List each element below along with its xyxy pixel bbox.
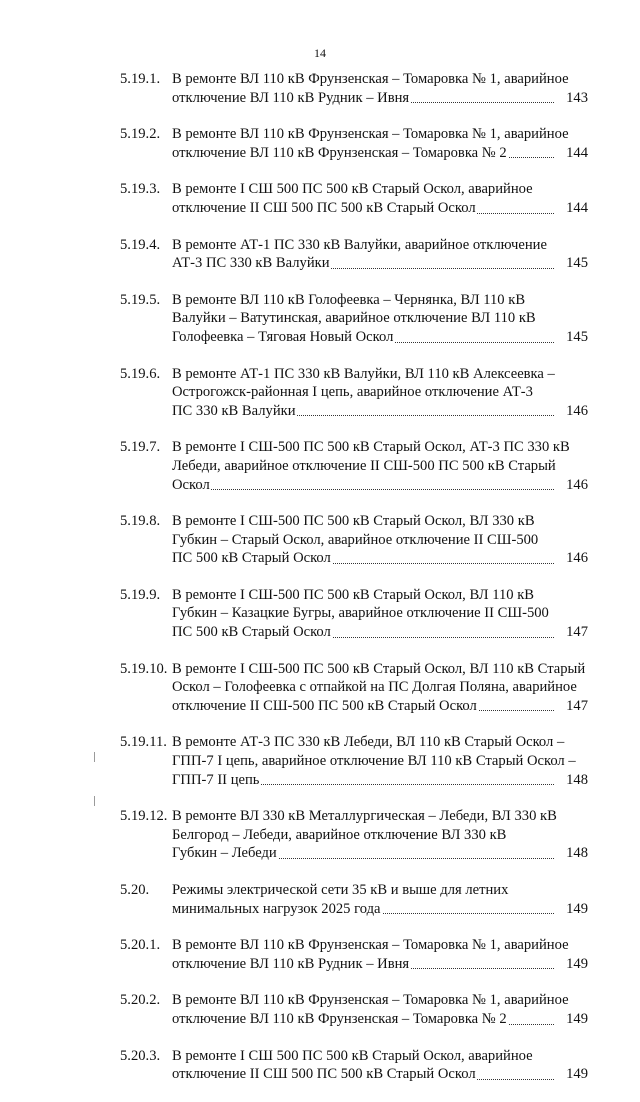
toc-entry-number: 5.20.2. [120,992,161,1009]
toc-entry-number: 5.19.9. [120,586,161,603]
toc-entry-line: отключение II СШ-500 ПС 500 кВ Старый Оскол 147 [172,697,588,714]
toc-entry-page: 147 [566,697,588,714]
toc-entry-line: отключение II СШ 500 ПС 500 кВ Старый Оскол 149 [172,1066,588,1083]
toc-entry-title [172,512,588,568]
toc-entry-title [172,881,588,918]
toc-entry-page: 144 [566,199,588,216]
toc-entry-line: Острогожск-районная I цепь, аварийное отключение АТ-3 [172,384,533,401]
toc-entry-page: 149 [566,1010,588,1027]
toc-entry-line: ПС 330 кВ Валуйки 146 [172,402,588,419]
toc-entry-title [172,991,588,1028]
toc-entry-number: 5.19.11. [120,734,167,751]
toc-entry-line: ПС 500 кВ Старый Оскол 146 [172,550,588,567]
toc-entry-line: ПС 500 кВ Старый Оскол 147 [172,624,588,641]
toc-entry-line: отключение ВЛ 110 кВ Фрунзенская – Томаровка № 2 149 [172,1010,588,1027]
toc-entry[interactable] [0,1047,640,1084]
toc-entry-number: 5.20. [120,882,150,898]
toc-entry-title [172,70,588,107]
toc-entry-page: 148 [566,845,588,862]
toc-entry[interactable] [0,881,640,918]
toc-entry[interactable] [0,512,640,568]
toc-entry[interactable] [0,125,640,162]
toc-entry-number: 5.19.2. [120,126,161,143]
toc-entry-number: 5.19.8. [120,513,161,530]
toc-entry-line: отключение II СШ 500 ПС 500 кВ Старый Оскол 144 [172,199,588,216]
toc-entry-line: В ремонте I СШ-500 ПС 500 кВ Старый Оскол, ВЛ 110 кВ Старый [172,660,586,677]
toc-entry[interactable] [0,180,640,217]
toc-entry-line: Губкин – Старый Оскол, аварийное отключение II СШ-500 [172,531,539,548]
toc-entry[interactable] [0,936,640,973]
toc-entry-page: 149 [566,1066,588,1083]
toc-entry-number: 5.19.1. [120,71,161,87]
toc-entry-line: В ремонте ВЛ 110 кВ Фрунзенская – Томаровка № 1, аварийное [172,937,569,954]
toc-entry-number: 5.20.1. [120,937,161,954]
toc-entry-number: 5.20.3. [120,1047,161,1064]
scan-mark [94,752,95,762]
toc-entry-page: 145 [566,328,588,345]
toc-entry-number: 5.19.6. [120,365,161,382]
toc-entry[interactable] [0,991,640,1028]
toc-entry-page: 147 [566,624,588,641]
page-number: 14 [314,46,326,60]
toc-entry-line: ГПП-7 II цепь 148 [172,771,588,788]
toc-entry-line: Белгород – Лебеди, аварийное отключение ВЛ 330 кВ [172,826,507,843]
toc-entry-title [172,1047,588,1084]
toc-entry-line: Губкин – Казацкие Бугры, аварийное отключение II СШ-500 [172,605,549,622]
toc-entry[interactable] [0,291,640,347]
toc-entry-page: 146 [566,476,588,493]
toc-entry[interactable] [0,807,640,863]
toc-entry-title [172,236,588,273]
toc-entry-line: ГПП-7 I цепь, аварийное отключение ВЛ 110 кВ Старый Оскол – [172,753,576,770]
toc-entry[interactable] [0,236,640,273]
toc-entry-line: Губкин – Лебеди 148 [172,845,588,862]
toc-entry-title [172,291,588,347]
toc-entry-line: Голофеевка – Тяговая Новый Оскол 145 [172,328,588,345]
toc-entry-page: 149 [566,955,588,972]
toc-entry-page: 143 [566,89,588,106]
toc-entry-title [172,807,588,863]
toc-entry-title [172,438,588,494]
toc-entry-line: В ремонте ВЛ 110 кВ Голофеевка – Чернянка, ВЛ 110 кВ [172,291,526,308]
toc-entry[interactable] [0,660,640,716]
toc-entry-title [172,125,588,162]
toc-entry-line: В ремонте АТ-1 ПС 330 кВ Валуйки, аварийное отключение [172,236,547,253]
toc-entry-line: Оскол 146 [172,476,588,493]
toc-entry-title [172,180,588,217]
toc-entry-number: 5.19.3. [120,181,161,198]
toc-entry[interactable] [0,70,640,107]
toc-entry-page: 148 [566,771,588,788]
toc-entry-line: отключение ВЛ 110 кВ Рудник – Ивня 143 [172,89,588,106]
toc-entry[interactable] [0,438,640,494]
toc-entry-line: В ремонте I СШ-500 ПС 500 кВ Старый Оскол, АТ-3 ПС 330 кВ [172,439,570,456]
toc-entry-line: отключение ВЛ 110 кВ Рудник – Ивня 149 [172,955,588,972]
toc-entry-page: 149 [566,900,588,917]
dot-leader [172,489,554,490]
toc-entry[interactable] [0,733,640,789]
toc-entry-title [172,733,588,789]
toc-entry-page: 144 [566,144,588,161]
toc-entry-line: В ремонте ВЛ 110 кВ Фрунзенская – Томаровка № 1, аварийное [172,992,569,1009]
toc-entry-line: отключение ВЛ 110 кВ Фрунзенская – Томаровка № 2 144 [172,144,588,161]
toc-entry-line: В ремонте I СШ 500 ПС 500 кВ Старый Оскол, аварийное [172,181,533,198]
toc-entry-number: 5.19.5. [120,291,161,308]
toc-entry-line: В ремонте I СШ-500 ПС 500 кВ Старый Оскол, ВЛ 330 кВ [172,513,535,530]
toc-entry-page: 145 [566,255,588,272]
toc-entry-title [172,936,588,973]
toc-entry-line: В ремонте I СШ 500 ПС 500 кВ Старый Оскол, аварийное [172,1047,533,1064]
toc-entry-line: В ремонте АТ-3 ПС 330 кВ Лебеди, ВЛ 110 кВ Старый Оскол – [172,734,565,751]
toc-entry-title [172,365,588,421]
toc-entry-line: В ремонте I СШ-500 ПС 500 кВ Старый Оскол, ВЛ 110 кВ [172,586,535,603]
toc-entry-line: Валуйки – Ватутинская, аварийное отключение ВЛ 110 кВ [172,310,536,327]
toc-entry-number: 5.19.10. [120,660,168,677]
toc-entry-line: В ремонте ВЛ 110 кВ Фрунзенская – Томаровка № 1, аварийное [172,126,569,143]
toc-entry-line: Оскол – Голофеевка с отпайкой на ПС Долгая Поляна, аварийное [172,679,577,696]
toc-entry-line: Лебеди, аварийное отключение II СШ-500 ПС 500 кВ Старый [172,457,556,474]
toc-entry-line: Режимы электрической сети 35 кВ и выше для летних [172,882,509,898]
toc-entry-page: 146 [566,402,588,419]
toc-entry[interactable] [0,365,640,421]
toc-entry-line: В ремонте ВЛ 330 кВ Металлургическая – Лебеди, ВЛ 330 кВ [172,808,557,825]
table-of-contents [0,70,640,1102]
toc-entry-line: В ремонте АТ-1 ПС 330 кВ Валуйки, ВЛ 110 кВ Алексеевка – [172,365,555,382]
toc-entry-line: АТ-3 ПС 330 кВ Валуйки 145 [172,255,588,272]
toc-entry-page: 146 [566,550,588,567]
toc-entry-line: минимальных нагрузок 2025 года 149 [172,900,588,917]
toc-entry-number: 5.19.7. [120,439,161,456]
toc-entry[interactable] [0,586,640,642]
toc-entry-number: 5.19.12. [120,808,168,825]
toc-entry-title [172,660,588,716]
toc-entry-number: 5.19.4. [120,236,161,253]
scan-mark [94,796,95,806]
toc-entry-line: В ремонте ВЛ 110 кВ Фрунзенская – Томаровка № 1, аварийное [172,71,569,87]
toc-entry-title [172,586,588,642]
